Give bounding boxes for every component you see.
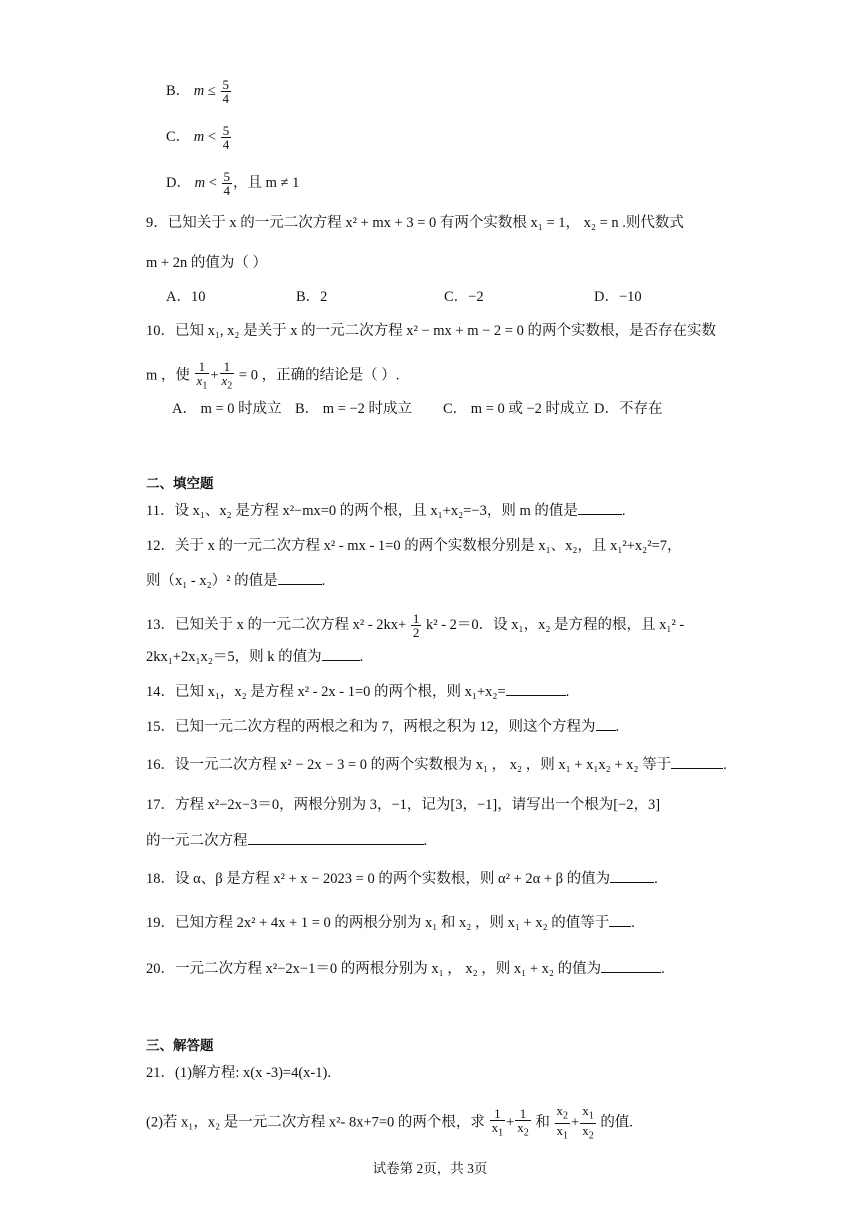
fraction: $\frac{1}{x_1}$: [196, 359, 208, 392]
q11: 11．设 x₁、x₂ 是方程 x²−mx=0 的两个根，且 x₁+x₂=−3，则 m 的值是 .: [146, 500, 625, 521]
q9-option-a: A．10: [166, 289, 206, 305]
q13-line2: 2kx₁+2x₁x₂＝5，则 k 的值为 .: [146, 646, 363, 667]
q13-line1: 13．已知关于 x 的一元二次方程 x² - 2kx+ $\frac{1}{2}$ k² - 2＝0．设 x₁，x₂ 是方程的根，且 x₁² -: [146, 611, 685, 640]
q10-option-c: C． m = 0 或 −2 时成立: [443, 401, 590, 417]
option-label: C．: [166, 128, 191, 145]
q10-option-b: B． m = −2 时成立: [295, 401, 413, 417]
q14: 14．已知 x₁，x₂ 是方程 x² - 2x - 1=0 的两个根，则 x₁+x₂= .: [146, 681, 569, 702]
answer-blank[interactable]: [601, 958, 661, 973]
section-heading-solve: 三、解答题: [146, 1038, 214, 1054]
fraction: $\frac{1}{x_1}$: [491, 1105, 504, 1139]
q17-line1: 17．方程 x²−2x−3＝0，两根分别为 3，−1，记为[3，−1]，请写出一个根为[−2，3]: [146, 797, 661, 813]
q8-option-d: D． m < $\frac{5}{4}$ ，且 m ≠ 1: [166, 169, 300, 198]
q15: 15．已知一元二次方程的两根之和为 7，两根之积为 12，则这个方程为 .: [146, 716, 619, 737]
q9-stem-line1: 9．已知关于 x 的一元二次方程 x² + mx + 3 = 0 有两个实数根 x₁ = 1， x₂ = n .则代数式: [146, 215, 684, 231]
q9-stem-line2: m + 2n 的值为（ ）: [146, 255, 267, 271]
q16: 16．设一元二次方程 x² − 2x − 3 = 0 的两个实数根为 x₁ ， x₂ ，则 x₁ + x₁x₂ + x₂ 等于 .: [146, 754, 727, 775]
fraction: $\frac{x_1}{x_2}$: [582, 1103, 594, 1142]
q20: 20．一元二次方程 x²−2x−1＝0 的两根分别为 x₁ ， x₂ ，则 x₁ + x₂ 的值为 .: [146, 958, 665, 979]
answer-blank[interactable]: [278, 570, 322, 585]
answer-blank[interactable]: [609, 912, 631, 927]
q12-line2: 则（x₁ - x₂）² 的值是 .: [146, 570, 325, 591]
answer-blank[interactable]: [248, 830, 424, 845]
option-label: B．: [166, 82, 191, 99]
q9-option-b: B．2: [296, 289, 328, 305]
q21-line1: 21．(1)解方程: x(x -3)=4(x-1).: [146, 1065, 331, 1081]
answer-blank[interactable]: [578, 500, 622, 515]
answer-blank[interactable]: [506, 681, 566, 696]
fraction: $\frac{5}{4}$: [222, 123, 230, 152]
q10-option-a: A． m = 0 时成立: [172, 401, 282, 417]
q12-line1: 12．关于 x 的一元二次方程 x² - mx - 1=0 的两个实数根分别是 x₁、x₂，且 x₁²+x₂²=7，: [146, 538, 682, 554]
condition-text: ，且 m ≠ 1: [233, 174, 300, 191]
q19: 19．已知方程 2x² + 4x + 1 = 0 的两根分别为 x₁ 和 x₂ ，则 x₁ + x₂ 的值等于 .: [146, 912, 635, 933]
q17-line2: 的一元二次方程 .: [146, 830, 427, 851]
fraction: $\frac{1}{x_2}$: [221, 359, 233, 392]
q10-stem-line1: 10．已知 x₁, x₂ 是关于 x 的一元二次方程 x² − mx + m − 2 = 0 的两个实数根，是否存在实数: [146, 323, 716, 339]
q10-option-d: D．不存在: [594, 401, 663, 417]
q9-option-c: C．−2: [444, 289, 484, 305]
q18: 18．设 α、β 是方程 x² + x − 2023 = 0 的两个实数根，则 α² + 2α + β 的值为 .: [146, 868, 658, 889]
fraction: $\frac{x_2}{x_1}$: [556, 1103, 568, 1142]
q8-option-c: C． m < $\frac{5}{4}$: [166, 123, 230, 152]
answer-blank[interactable]: [596, 716, 616, 731]
q9-option-d: D．−10: [594, 289, 642, 305]
fraction: $\frac{1}{x_2}$: [517, 1105, 529, 1139]
q10-stem-line2: m ，使 $\frac{1}{x_1}$ + $\frac{1}{x_2}$ = 0 ，正确的结论是（ ）.: [146, 359, 400, 392]
fraction: $\frac{5}{4}$: [222, 77, 229, 106]
answer-blank[interactable]: [671, 754, 723, 769]
answer-blank[interactable]: [322, 646, 360, 661]
page-footer: 试卷第 2页，共 3页: [372, 1161, 488, 1176]
q21-line2: (2)若 x₁，x₂ 是一元二次方程 x²- 8x+7=0 的两个根，求 $\frac{1}{x_1}$ + $\frac{1}{x_2}$ 和 $\frac{x_2}{x_1}$ + $\frac{x_1}{x_2}$ 的值.: [146, 1103, 633, 1142]
fraction: $\frac{5}{4}$: [223, 169, 231, 198]
answer-blank[interactable]: [610, 868, 654, 883]
option-label: D．: [166, 174, 191, 191]
q8-option-b: B． m ≤ $\frac{5}{4}$: [166, 77, 229, 106]
fraction: $\frac{1}{2}$: [412, 611, 420, 640]
section-heading-fill-in: 二、填空题: [146, 476, 214, 492]
